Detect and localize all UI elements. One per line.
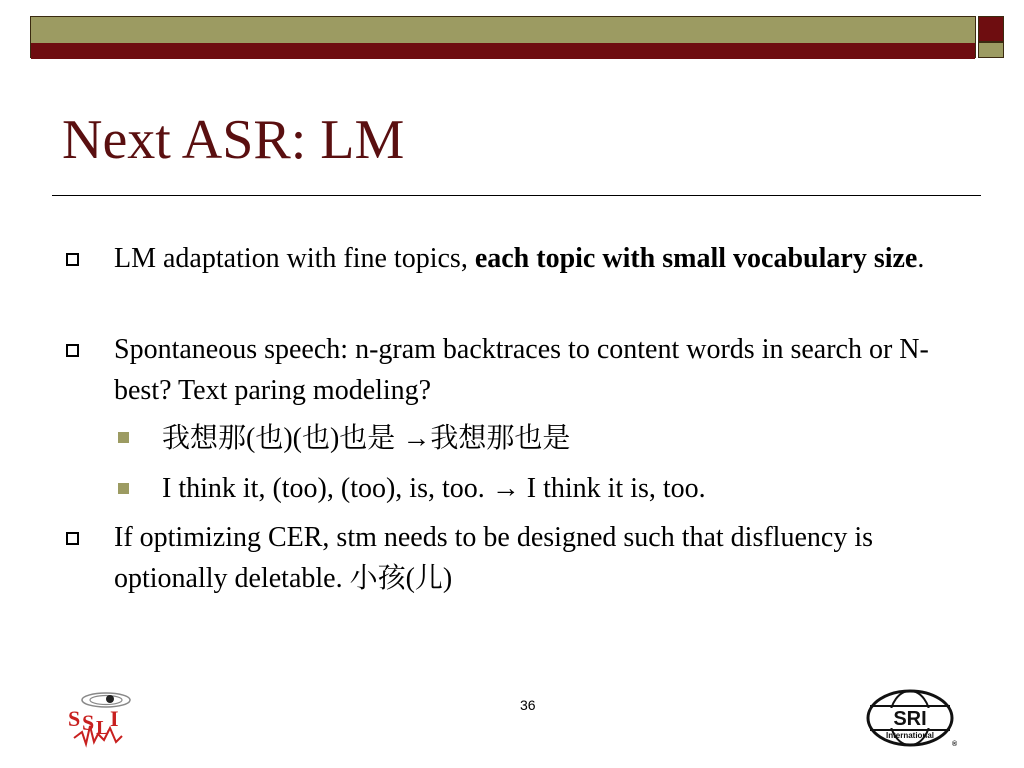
svg-text:I: I [110, 706, 119, 731]
arrow-right-icon: → [402, 423, 431, 454]
bullet-2: Spontaneous speech: n-gram backtraces to content words in search or N-best? Text paring modeling? [114, 334, 929, 406]
subbullet-2 [162, 468, 706, 509]
svg-text:®: ® [952, 741, 958, 748]
arrow-right-icon: → [491, 473, 520, 504]
svg-text:SRI: SRI [893, 708, 927, 730]
bullet-1-bold-text: each topic with small vocabulary size [474, 243, 918, 274]
page-number: 36 [520, 697, 536, 713]
bullet-3: If optimizing CER, stm needs to be designed such that disfluency is optionally deletable. 小孩(儿) [114, 522, 873, 594]
corner-block-maroon [978, 16, 1004, 42]
corner-block-olive [978, 42, 1004, 58]
subbullet-marker-1 [118, 432, 129, 443]
bullet-1-text: LM adaptation with fine topics, [114, 243, 475, 274]
title-divider [52, 195, 981, 196]
bullet-1-end: . [917, 243, 925, 274]
svg-text:L: L [96, 717, 110, 739]
subbullet-2-after: I think it is, too. [519, 473, 706, 504]
bullet-1 [114, 238, 974, 279]
svg-text:S: S [68, 706, 81, 731]
header-bar-maroon [31, 43, 975, 59]
subbullet-marker-2 [118, 483, 129, 494]
svg-text:S: S [82, 710, 95, 735]
bullet-marker-3 [66, 532, 79, 545]
subbullet-1-after: 我想那也是 [430, 423, 571, 454]
bullet-marker-2 [66, 344, 79, 357]
header-bar-olive [31, 17, 975, 43]
header-bar [30, 16, 976, 58]
svg-text:International: International [885, 731, 935, 740]
ssli-logo-icon [64, 686, 136, 750]
subbullet-1-before: 我想那(也)(也)也是 [162, 423, 403, 454]
bullet-marker-1 [66, 253, 79, 266]
subbullet-1 [162, 418, 570, 459]
subbullet-2-before: I think it, (too), (too), is, too. [162, 473, 492, 504]
slide-title: Next ASR: LM [62, 109, 405, 171]
sri-logo-icon [864, 688, 960, 750]
